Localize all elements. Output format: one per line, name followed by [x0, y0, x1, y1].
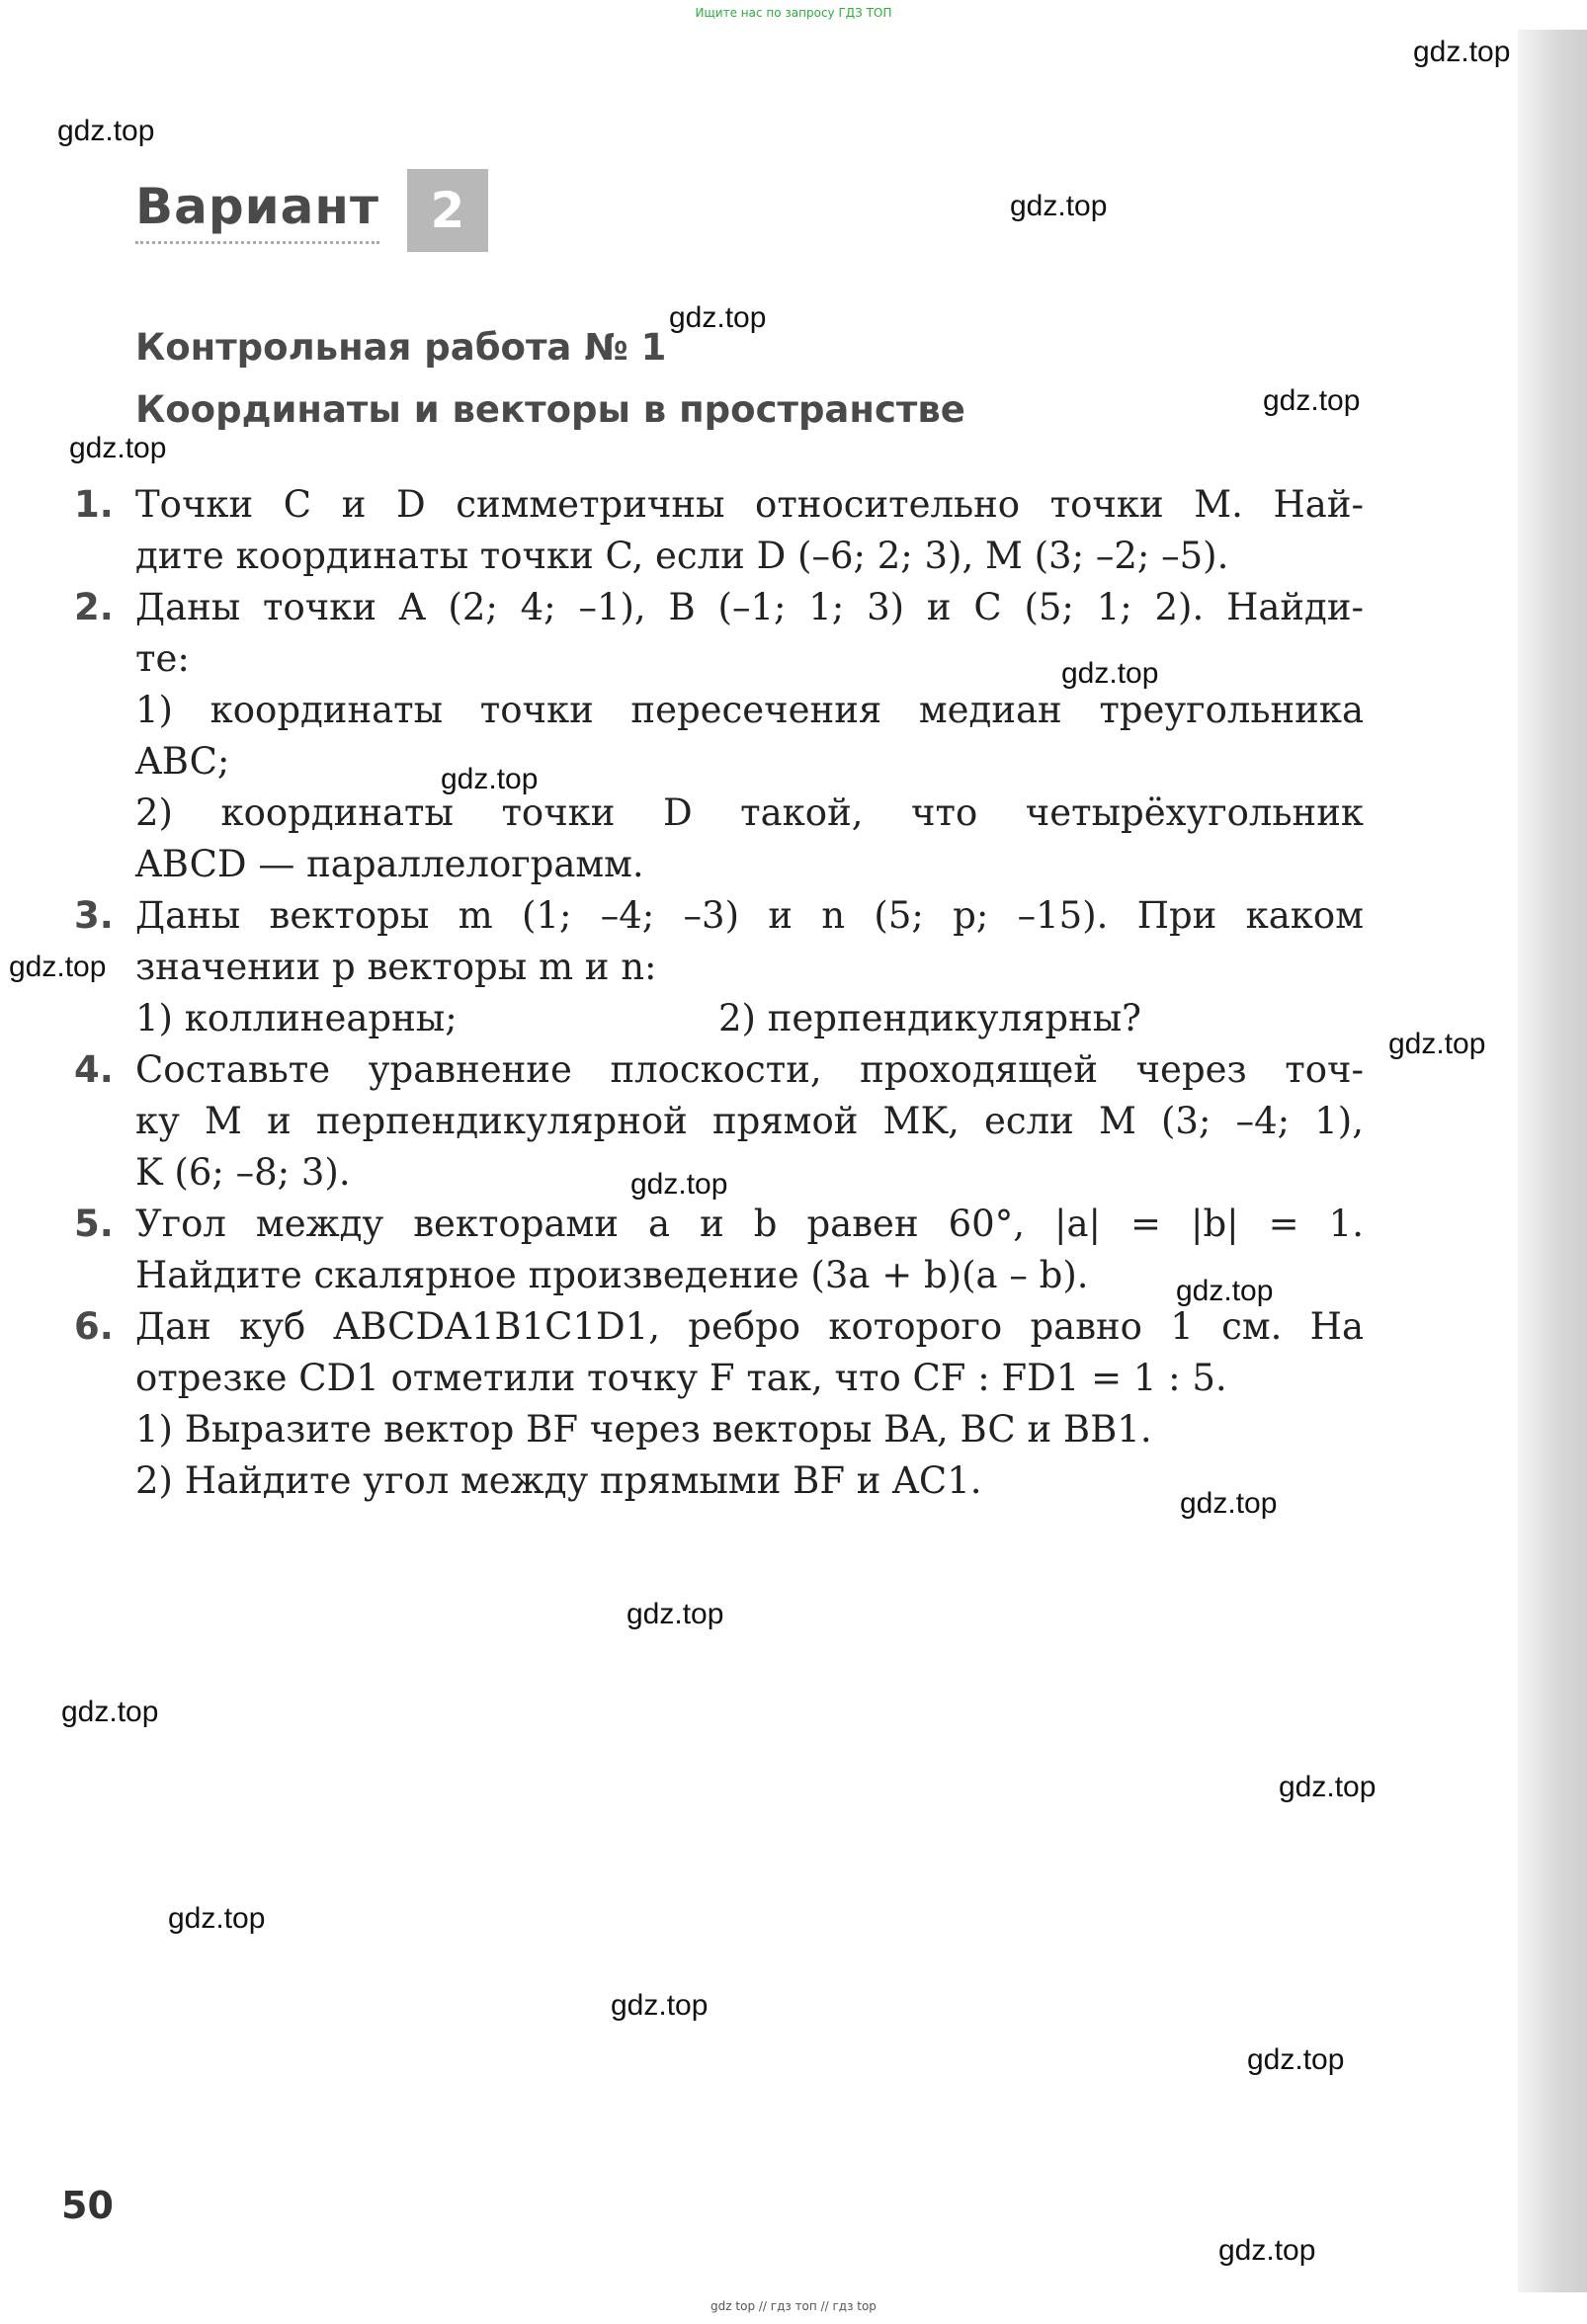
watermark: gdz.top: [1010, 190, 1108, 222]
task-text-line: ку M и перпендикулярной прямой MK, если M (3; –4; 1),: [135, 1100, 1364, 1142]
task-number: 1.: [74, 483, 114, 526]
task-option: 2) перпендикулярны?: [718, 997, 1142, 1039]
watermark: gdz.top: [1263, 384, 1361, 417]
task-item: [74, 1044, 1364, 1199]
task-text-line: значении p векторы m и n:: [135, 946, 657, 988]
task-options-line: [135, 993, 1364, 1044]
task-text-line: 2) координаты точки D такой, что четырёхугольник: [135, 791, 1364, 834]
task-text-line: Дан куб ABCDA1B1C1D1, ребро которого равно 1 см. На: [135, 1305, 1364, 1348]
task-number: 5.: [74, 1203, 114, 1245]
task-text-line: Найдите скалярное произведение (3a + b)(a – b).: [135, 1254, 1089, 1296]
watermark: gdz.top: [1180, 1487, 1278, 1520]
watermark: gdz.top: [9, 951, 107, 983]
watermark: gdz.top: [630, 1168, 728, 1201]
task-number: 6.: [74, 1305, 114, 1348]
task-item: [74, 1301, 1364, 1507]
task-text-line: ABCD — параллелограмм.: [135, 843, 644, 885]
bottom-note: gdz top // гдз топ // гдз top: [710, 2299, 877, 2313]
task-text-line: отрезке CD1 отметили точку F так, что CF : FD1 = 1 : 5.: [135, 1357, 1227, 1399]
task-item: [74, 582, 1364, 890]
task-text-line: дите координаты точки C, если D (–6; 2; 3), M (3; –2; –5).: [135, 535, 1229, 577]
watermark: gdz.top: [441, 763, 539, 795]
watermark: gdz.top: [57, 115, 155, 147]
work-subtitle: Координаты и векторы в пространстве: [135, 388, 965, 431]
page-number: 50: [61, 2184, 114, 2227]
task-text-line: Угол между векторами a и b равен 60°, |a| = |b| = 1.: [135, 1203, 1364, 1245]
task-number: 3.: [74, 894, 114, 937]
variant-number-badge: 2: [407, 169, 488, 252]
watermark: gdz.top: [669, 301, 767, 334]
task-text-line: те:: [135, 637, 190, 680]
task-text-line: 2) Найдите угол между прямыми BF и AC1.: [135, 1459, 982, 1502]
watermark: gdz.top: [168, 1902, 266, 1935]
page-edge-shadow: [1518, 30, 1587, 2292]
watermark: gdz.top: [1247, 2043, 1345, 2076]
work-title: Контрольная работа № 1: [135, 326, 667, 369]
task-item: [74, 890, 1364, 1044]
watermark: gdz.top: [611, 1989, 709, 2022]
watermark: gdz.top: [1061, 657, 1159, 690]
task-number: 2.: [74, 586, 114, 628]
task-text-line: ABC;: [135, 740, 230, 783]
watermark: gdz.top: [69, 432, 167, 464]
task-text-line: 1) координаты точки пересечения медиан треугольника: [135, 689, 1364, 731]
watermark: gdz.top: [1218, 2234, 1316, 2267]
task-item: [74, 1199, 1364, 1301]
task-item: [74, 479, 1364, 582]
variant-label: Вариант: [135, 178, 379, 244]
watermark: gdz.top: [61, 1696, 159, 1728]
watermark: gdz.top: [1279, 1771, 1377, 1803]
task-text-line: Даны точки A (2; 4; –1), B (–1; 1; 3) и C (5; 1; 2). Найди-: [135, 586, 1364, 628]
task-text-line: 1) Выразите вектор BF через векторы BA, BC и BB1.: [135, 1408, 1152, 1451]
task-text-line: Даны векторы m (1; –4; –3) и n (5; p; –15). При каком: [135, 894, 1364, 937]
variant-header: [135, 166, 488, 255]
task-text-line: Точки C и D симметричны относительно точки M. Най-: [135, 483, 1364, 526]
watermark: gdz.top: [626, 1598, 724, 1630]
task-text-line: Составьте уравнение плоскости, проходящей через точ-: [135, 1048, 1364, 1091]
watermark: gdz.top: [1176, 1275, 1274, 1307]
task-text-line: K (6; –8; 3).: [135, 1151, 351, 1194]
task-number: 4.: [74, 1048, 114, 1091]
task-list: [74, 479, 1364, 1507]
task-option: 1) коллинеарны;: [135, 997, 458, 1039]
watermark: gdz.top: [1388, 1028, 1486, 1060]
watermark: gdz.top: [1413, 36, 1511, 68]
top-promo-note: Ищите нас по запросу ГДЗ ТОП: [695, 6, 892, 20]
